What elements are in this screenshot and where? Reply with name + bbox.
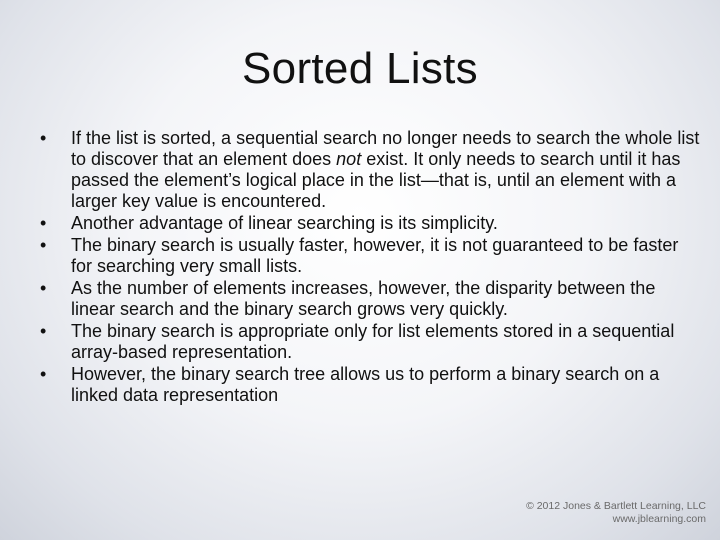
bullet-item (40, 278, 700, 320)
bullet-list (40, 128, 700, 407)
bullet-marker: • (40, 235, 47, 255)
bullet-item (40, 213, 700, 234)
bullet-marker: • (40, 213, 47, 233)
bullet-item (40, 235, 700, 277)
bullet-text: As the number of elements increases, however, the disparity between the linear search and the binary search grows very quickly. (71, 278, 656, 319)
publisher-url: www.jblearning.com (612, 513, 706, 525)
bullet-marker: • (40, 278, 47, 298)
emphasis-text: not (336, 149, 362, 169)
bullet-text: However, the binary search tree allows us to perform a binary search on a linked data representation (71, 364, 660, 405)
bullet-text: The binary search is appropriate only for list elements stored in a sequential array-based representation. (71, 321, 675, 362)
copyright-notice (526, 500, 706, 526)
bullet-item (40, 364, 700, 406)
bullet-item (40, 128, 700, 212)
bullet-marker: • (40, 364, 47, 384)
bullet-text: Another advantage of linear searching is its simplicity. (71, 213, 498, 233)
slide-title: Sorted Lists (242, 44, 478, 93)
copyright-line: © 2012 Jones & Bartlett Learning, LLC (526, 500, 706, 512)
bullet-text: The binary search is usually faster, however, it is not guaranteed to be faster for searching very small lists. (71, 235, 679, 276)
bullet-text: If the list is sorted, a sequential search no longer needs to search the whole list to discover that an element does not exist. It only needs to search until it has passed the element’s logical place in the list—that is, until an element with a larger key value is encountered. (71, 128, 700, 211)
bullet-item (40, 321, 700, 363)
bullet-marker: • (40, 128, 47, 148)
bullet-marker: • (40, 321, 47, 341)
